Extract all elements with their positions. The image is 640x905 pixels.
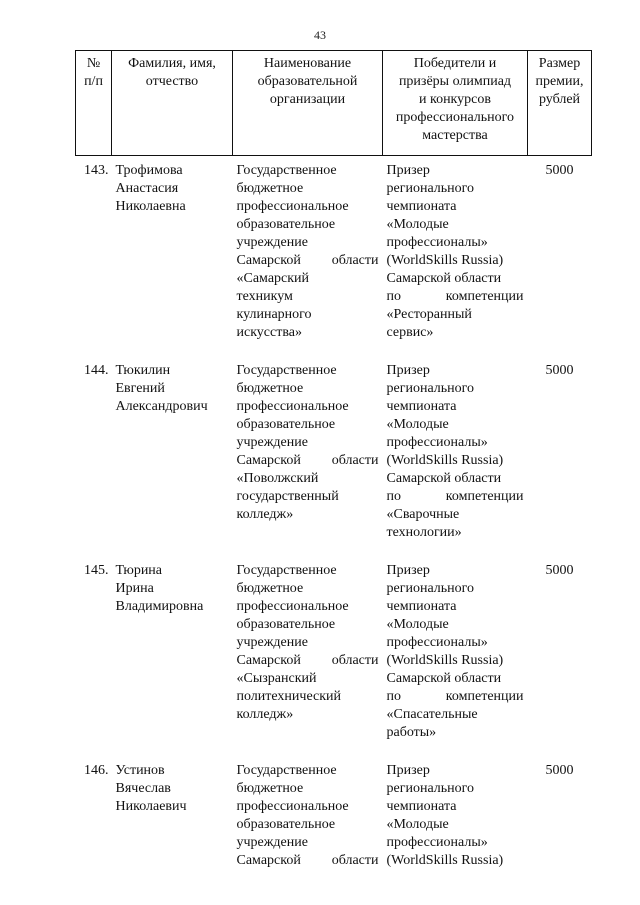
org-text-start: Государственное бюджетное профессиональное образовательное учреждение xyxy=(236,763,349,850)
org-text-end: «Самарский техникум кулинарного искусства» xyxy=(236,271,312,340)
row-achievement xyxy=(383,356,528,556)
award-text-start: Призер регионального чемпионата «Молодые профессионалы» (WorldSkills Russia) xyxy=(386,763,504,868)
row-organization xyxy=(233,356,383,556)
header-organization: Наименование образовательной организации xyxy=(233,51,383,156)
table-row xyxy=(76,756,592,884)
org-text-justified: Самарской области xyxy=(236,653,379,668)
row-prize-amount: 5000 xyxy=(545,563,574,578)
row-full-name: Трофимова Анастасия Николаевна xyxy=(115,163,186,214)
header-prize-amount: Размер премии, рублей xyxy=(528,51,592,156)
org-text-end: «Сызранский политехнический колледж» xyxy=(236,671,342,722)
table-row xyxy=(76,356,592,556)
award-text-justified: по компетенции xyxy=(386,289,524,304)
row-organization xyxy=(233,556,383,756)
row-achievement xyxy=(383,556,528,756)
table-header xyxy=(76,51,592,156)
org-text-start: Государственное бюджетное профессиональное образовательное учреждение xyxy=(236,363,349,450)
org-text-start: Государственное бюджетное профессиональное образовательное учреждение xyxy=(236,163,349,250)
row-achievement xyxy=(383,756,528,884)
award-text-justified: по компетенции xyxy=(386,689,524,704)
header-number: № п/п xyxy=(76,51,112,156)
award-text-start: Призер регионального чемпионата «Молодые профессионалы» (WorldSkills Russia) Самарской области xyxy=(386,563,504,686)
org-text-justified: Самарской области xyxy=(236,253,379,268)
award-text-start: Призер регионального чемпионата «Молодые профессионалы» (WorldSkills Russia) Самарской области xyxy=(386,163,504,286)
row-full-name: Устинов Вячеслав Николаевич xyxy=(115,763,187,814)
table-row xyxy=(76,156,592,357)
row-organization xyxy=(233,156,383,357)
award-text-end: «Спасательные работы» xyxy=(386,707,478,740)
row-prize-amount: 5000 xyxy=(545,763,574,778)
award-text-end: «Сварочные технологии» xyxy=(386,507,462,540)
award-text-end: «Ресторанный сервис» xyxy=(386,307,472,340)
org-text-justified: Самарской области xyxy=(236,453,379,468)
page-number: 43 xyxy=(314,28,326,42)
row-number: 146. xyxy=(84,763,109,778)
org-text-end: «Поволжский государственный колледж» xyxy=(236,471,339,522)
row-prize-amount: 5000 xyxy=(545,363,574,378)
row-number: 144. xyxy=(84,363,109,378)
row-achievement xyxy=(383,156,528,357)
row-full-name: Тюрина Ирина Владимировна xyxy=(115,563,204,614)
org-text-justified: Самарской области xyxy=(236,853,379,868)
header-full-name: Фамилия, имя, отчество xyxy=(112,51,233,156)
award-table xyxy=(75,50,592,884)
row-organization xyxy=(233,756,383,884)
header-achievement: Победители и призёры олимпиад и конкурсов профессионального мастерства xyxy=(383,51,528,156)
row-number: 145. xyxy=(84,563,109,578)
table-row xyxy=(76,556,592,756)
award-text-justified: по компетенции xyxy=(386,489,524,504)
award-text-start: Призер регионального чемпионата «Молодые профессионалы» (WorldSkills Russia) Самарской области xyxy=(386,363,504,486)
row-number: 143. xyxy=(84,163,109,178)
row-full-name: Тюкилин Евгений Александрович xyxy=(115,363,208,414)
org-text-start: Государственное бюджетное профессиональное образовательное учреждение xyxy=(236,563,349,650)
row-prize-amount: 5000 xyxy=(545,163,574,178)
